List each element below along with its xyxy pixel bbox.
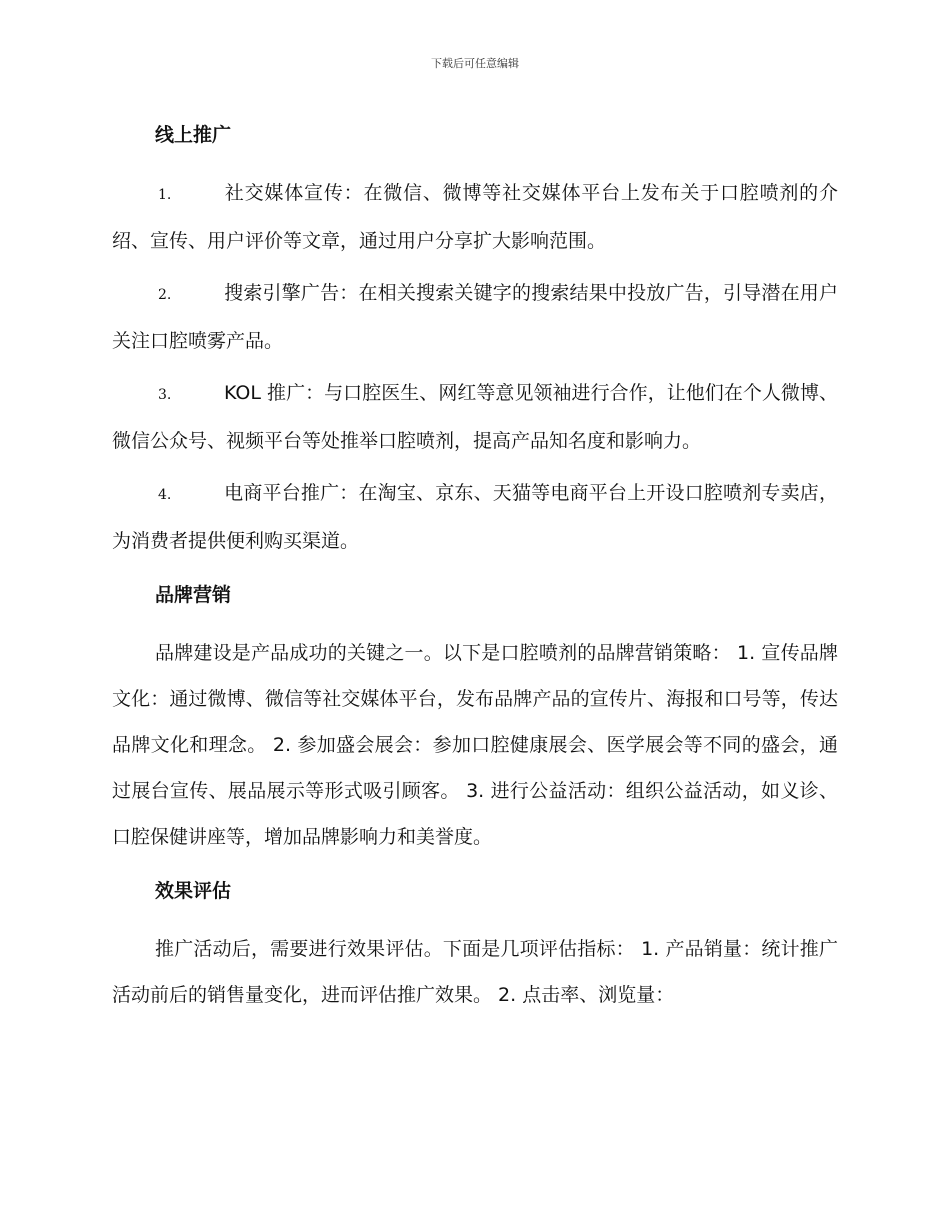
brand-paragraph: 品牌建设是产品成功的关键之一。以下是口腔喷剂的品牌营销策略： 1. 宣传品牌文化：通过微博、微信等社交媒体平台，发布品牌产品的宣传片、海报和口号等，传达品牌文化和理念。 2. 参加盛会展会：参加口腔健康展会、医学展会等不同的盛会，通过展台宣传、展品展示等形式吸引顾客。 3. 进行公益活动：组织公益活动，如义诊、口腔保健讲座等，增加品牌影响力和美誉度。 xyxy=(112,642,838,848)
list-item-4 xyxy=(112,470,838,564)
section-heading-online: 线上推广 xyxy=(155,124,232,146)
list-item-text: 社交媒体宣传：在微信、微博等社交媒体平台上发布关于口腔喷剂的介绍、宣传、用户评价等文章，通过用户分享扩大影响范围。 xyxy=(112,182,838,252)
list-number: 2. xyxy=(158,287,172,303)
list-number: 1. xyxy=(158,187,172,203)
document-body xyxy=(112,104,838,1024)
section-heading-evaluation: 效果评估 xyxy=(155,880,232,902)
evaluation-paragraph: 推广活动后，需要进行效果评估。下面是几项评估指标： 1. 产品销量：统计推广活动前后的销售量变化，进而评估推广效果。 2. 点击率、浏览量： xyxy=(112,938,838,1006)
section-heading-brand: 品牌营销 xyxy=(155,584,232,606)
list-number: 3. xyxy=(158,387,172,403)
list-item-text: KOL 推广：与口腔医生、网红等意见领袖进行合作，让他们在个人微博、微信公众号、视频平台等处推举口腔喷剂，提高产品知名度和影响力。 xyxy=(112,382,838,452)
list-item-text: 搜索引擎广告：在相关搜索关键字的搜索结果中投放广告，引导潜在用户关注口腔喷雾产品。 xyxy=(112,282,838,352)
page-header-note: 下载后可任意编辑 xyxy=(431,57,519,70)
list-item-1 xyxy=(112,170,838,264)
list-number: 4. xyxy=(158,487,172,503)
list-item-2 xyxy=(112,270,838,364)
list-item-3 xyxy=(112,370,838,464)
list-item-text: 电商平台推广：在淘宝、京东、天猫等电商平台上开设口腔喷剂专卖店，为消费者提供便利购买渠道。 xyxy=(112,482,838,552)
